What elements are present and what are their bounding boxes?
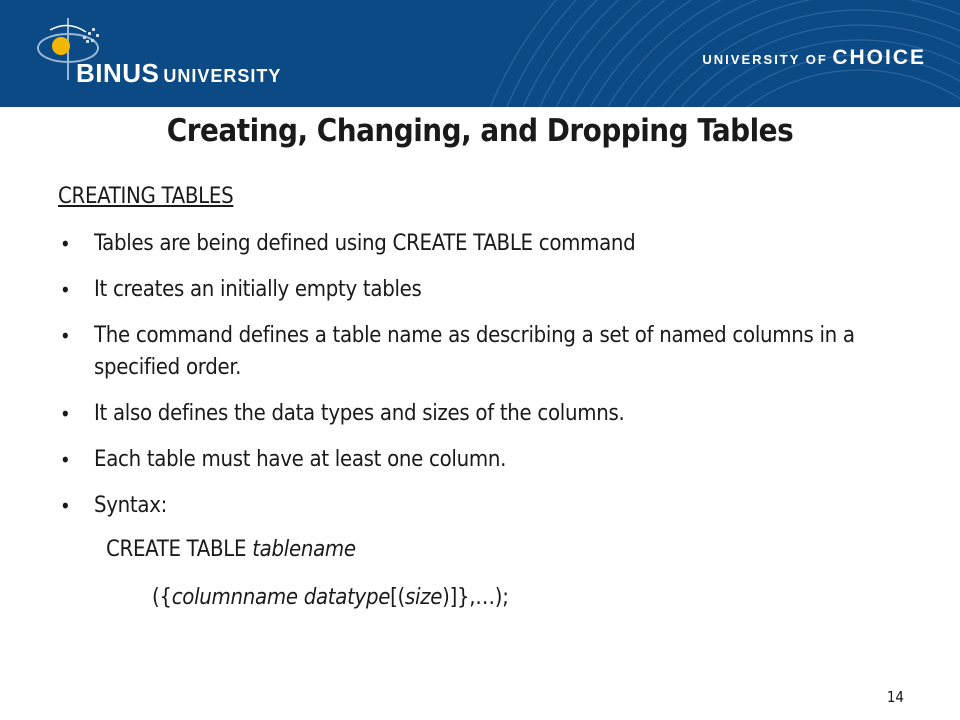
bullet-list [58, 228, 918, 522]
brand-suffix: UNIVERSITY [163, 66, 282, 86]
syntax-line-2: ({columnname datatype[(size)]},…); [152, 585, 509, 610]
slide-header [0, 0, 960, 107]
list-item: • Tables are being defined using CREATE TABLE command [58, 228, 918, 260]
list-item: • Each table must have at least one column. [58, 444, 918, 476]
brand-name: BINUS [76, 58, 160, 88]
bullet-icon: • [60, 494, 71, 518]
list-item: • The command defines a table name as describing a set of named columns in a specified order. [58, 320, 918, 384]
syntax-line-1: CREATE TABLE tablename [106, 537, 356, 562]
tagline [702, 46, 926, 70]
list-item: • It creates an initially empty tables [58, 274, 918, 306]
bullet-icon: • [60, 448, 71, 472]
tagline-prefix: UNIVERSITY OF [702, 52, 828, 67]
list-item: • Syntax: [58, 490, 918, 522]
slide-content [58, 180, 918, 614]
tagline-main: CHOICE [832, 46, 926, 69]
list-item: • It also defines the data types and sizes of the columns. [58, 398, 918, 430]
bullet-icon: • [60, 402, 71, 426]
bullet-icon: • [60, 232, 71, 256]
bullet-icon: • [60, 278, 71, 302]
slide-title: Creating, Changing, and Dropping Tables [166, 113, 794, 149]
binus-logo [28, 10, 328, 90]
bullet-icon: • [60, 324, 71, 348]
page-number: 14 [886, 688, 904, 706]
section-heading: CREATING TABLES [58, 184, 234, 209]
brand-wordmark [76, 58, 281, 89]
